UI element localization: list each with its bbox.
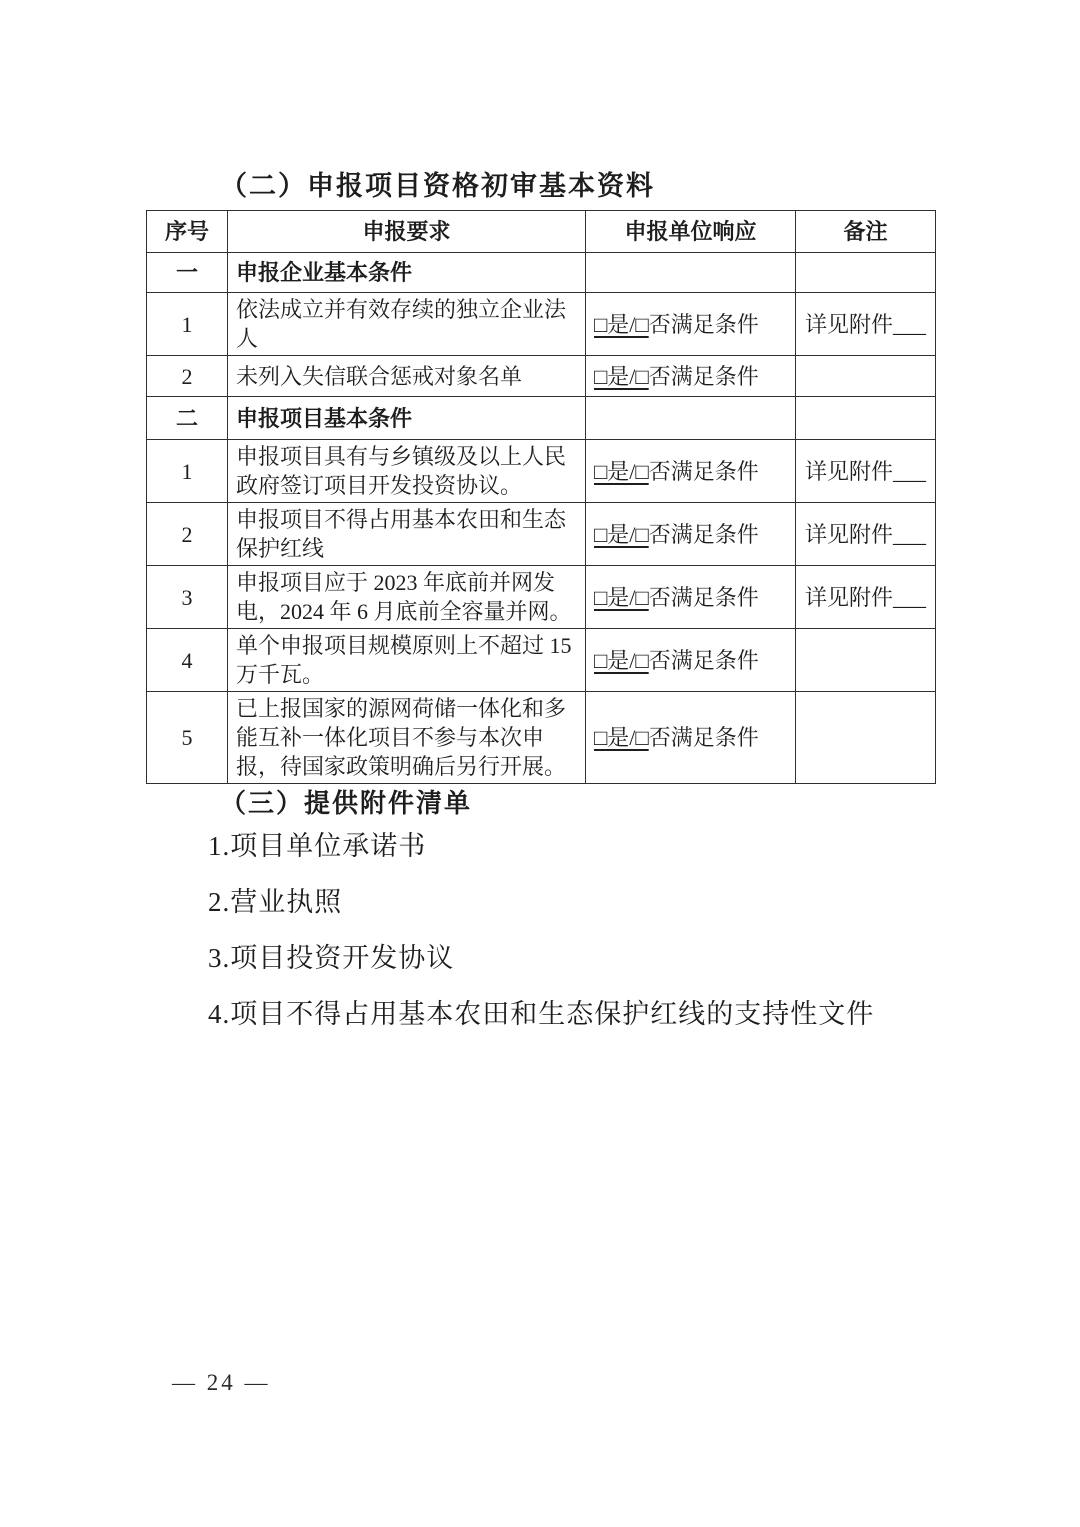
table-row [147, 440, 936, 503]
row-index-cell: 2 [147, 356, 228, 397]
response-text: 否满足条件 [648, 458, 759, 484]
response-cell [586, 253, 796, 293]
row-index-cell: 1 [147, 440, 228, 503]
yes-no-checkboxes: □是/□ [594, 647, 649, 673]
header-response: 申报单位响应 [586, 211, 796, 253]
response-text: 否满足条件 [648, 584, 759, 610]
remark-cell [796, 397, 936, 440]
row-index-cell: 1 [147, 293, 228, 356]
row-index-cell: 5 [147, 692, 228, 784]
yes-no-checkboxes: □是/□ [594, 584, 649, 610]
remark-cell: 详见附件___ [796, 440, 936, 503]
response-cell [586, 629, 796, 692]
response-text: 否满足条件 [648, 311, 759, 337]
requirement-cell: 申报项目具有与乡镇级及以上人民政府签订项目开发投资协议。 [228, 440, 586, 503]
section-title-3: （三）提供附件清单 [220, 789, 473, 818]
requirement-cell: 申报项目基本条件 [228, 397, 586, 440]
response-text: 否满足条件 [648, 521, 759, 547]
response-cell [586, 692, 796, 784]
response-text: 否满足条件 [648, 647, 759, 673]
response-cell [586, 566, 796, 629]
row-index-cell: 4 [147, 629, 228, 692]
response-cell [586, 440, 796, 503]
requirement-cell: 申报项目不得占用基本农田和生态保护红线 [228, 503, 586, 566]
table-row [147, 397, 936, 440]
response-cell [586, 397, 796, 440]
qualification-review-table [146, 210, 936, 784]
response-text: 否满足条件 [648, 725, 759, 750]
attachment-item: 3.项目投资开发协议 [208, 943, 455, 973]
remark-cell: 详见附件___ [796, 566, 936, 629]
remark-cell: 详见附件___ [796, 293, 936, 356]
remark-cell [796, 629, 936, 692]
requirement-cell: 申报项目应于 2023 年底前并网发电，2024 年 6 月底前全容量并网。 [228, 566, 586, 629]
header-remark: 备注 [796, 211, 936, 253]
yes-no-checkboxes: □是/□ [594, 458, 649, 484]
requirement-cell: 依法成立并有效存续的独立企业法人 [228, 293, 586, 356]
requirement-cell: 未列入失信联合惩戒对象名单 [228, 356, 586, 397]
table-row [147, 629, 936, 692]
remark-cell [796, 356, 936, 397]
yes-no-checkboxes: □是/□ [594, 521, 649, 547]
remark-cell [796, 692, 936, 784]
table-row [147, 253, 936, 293]
requirement-cell: 申报企业基本条件 [228, 253, 586, 293]
table-row [147, 566, 936, 629]
response-text: 否满足条件 [648, 363, 759, 389]
yes-no-checkboxes: □是/□ [594, 725, 649, 750]
row-index-cell: 3 [147, 566, 228, 629]
requirement-cell: 单个申报项目规模原则上不超过 15 万千瓦。 [228, 629, 586, 692]
yes-no-checkboxes: □是/□ [594, 363, 649, 389]
row-index-cell: 一 [147, 253, 228, 293]
table-header-row [147, 211, 936, 253]
table-row [147, 293, 936, 356]
table-row [147, 356, 936, 397]
attachment-item: 4.项目不得占用基本农田和生态保护红线的支持性文件 [208, 999, 875, 1029]
attachment-list [208, 818, 968, 1042]
table-row [147, 503, 936, 566]
attachment-item: 1.项目单位承诺书 [208, 831, 427, 861]
requirement-cell: 已上报国家的源网荷储一体化和多能互补一体化项目不参与本次申报，待国家政策明确后另行开展。 [228, 692, 586, 784]
remark-cell [796, 253, 936, 293]
row-index-cell: 二 [147, 397, 228, 440]
response-cell [586, 293, 796, 356]
response-cell [586, 503, 796, 566]
response-cell [586, 356, 796, 397]
header-seq: 序号 [147, 211, 228, 253]
header-requirement: 申报要求 [228, 211, 586, 253]
page-number: — 24 — [172, 1370, 271, 1395]
yes-no-checkboxes: □是/□ [594, 311, 649, 337]
remark-cell: 详见附件___ [796, 503, 936, 566]
section-title-2: （二）申报项目资格初审基本资料 [220, 171, 655, 201]
row-index-cell: 2 [147, 503, 228, 566]
table-row [147, 692, 936, 784]
attachment-item: 2.营业执照 [208, 887, 343, 917]
